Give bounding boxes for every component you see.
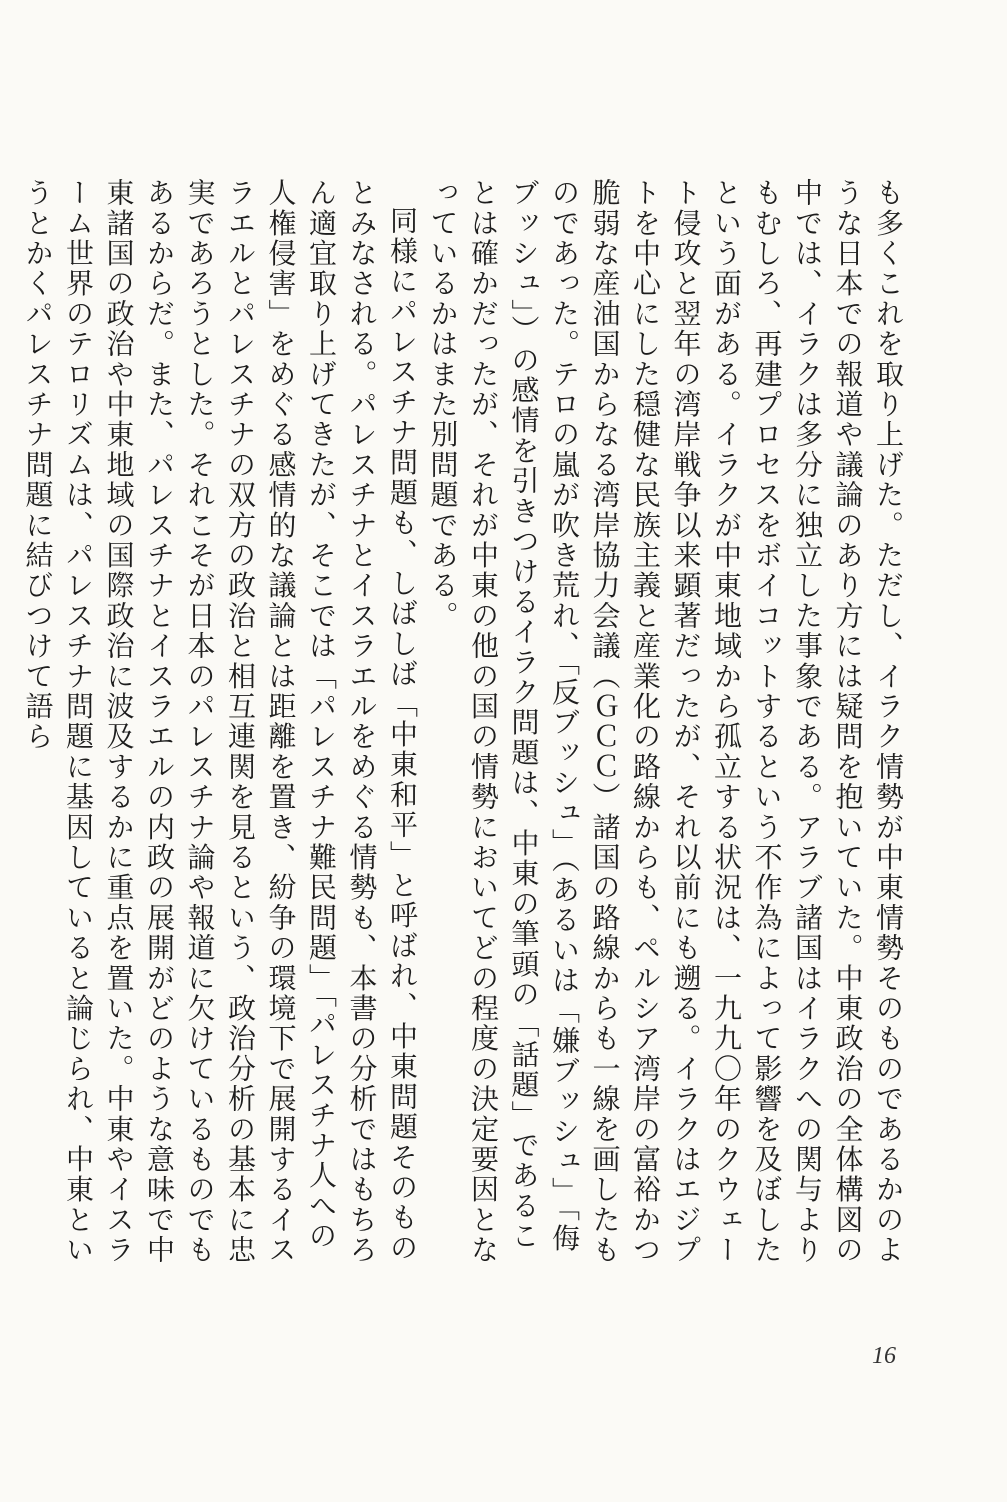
lead-in-text: も多くこれを取り上げた。ただし、イラク情勢が中東情勢そのものであるかのような日本での <box>831 178 905 1266</box>
paragraph-1 <box>422 178 908 1278</box>
page-number: 16 <box>872 1343 896 1369</box>
paragraph-2: 同様にパレスチナ問題も、しばしば「中東和平」と呼ばれ、中東問題そのものとみなされる。パレスチナとイスラエルをめぐる情勢も、本書の分析ではもちろん適宜取り上げてきたが、そこでは「パレスチナ難民問題」「パレスチナ人への人権侵害」をめぐる感情的な議論とは距離を置き、紛争の環境下で展開するイスラエルとパレスチナの双方の政治と相互連関を見るという、政治分析の基本に忠実であろうとした。それこそが日本のパレスチナ論や報道に欠けているものでもあるからだ。また、パレスチナとイスラエルの内政の展開がどのような意味で中東諸国の政治や中東地域の国際政治に波及するかに重点を置いた。中東やイスラーム世界のテロリズムは、パレスチナ問題に基因していると論じられ、中東というとかくパレスチナ問題に結びつけて語ら <box>21 178 419 1266</box>
paragraph-1-text: 報道や議論のあり方には疑問を抱いていた。中東政治の全体構図の中では、イラクは多分に独立した事象である。アラブ諸国はイラクへの関与よりもむしろ、再建プロセスをボイコットするという不作為によって影響を及ぼしたという面がある。イラクが中東地域から孤立する状況は、一九九〇年のクウェート侵攻と翌年の湾岸戦争以来顕著だったが、それ以前にも遡る。イラクはエジプトを中心にした穏健な民族主義と産業化の路線からも、ペルシア湾岸の富裕かつ脆弱な産油国からなる湾岸協力会議（ＧＣＣ）諸国の路線からも一線を画したものであった。テロの嵐が吹き荒れ、「反ブッシュ」（あるいは「嫌ブッシュ」「侮ブッシュ」）の感情を引きつけるイラク問題は、中東の筆頭の「話題」であることは確かだったが、それが中東の他の国の情勢においてどの程度の決定要因となっているかはまた別問題である。 <box>426 178 865 1266</box>
vertical-body-text <box>21 178 908 1278</box>
